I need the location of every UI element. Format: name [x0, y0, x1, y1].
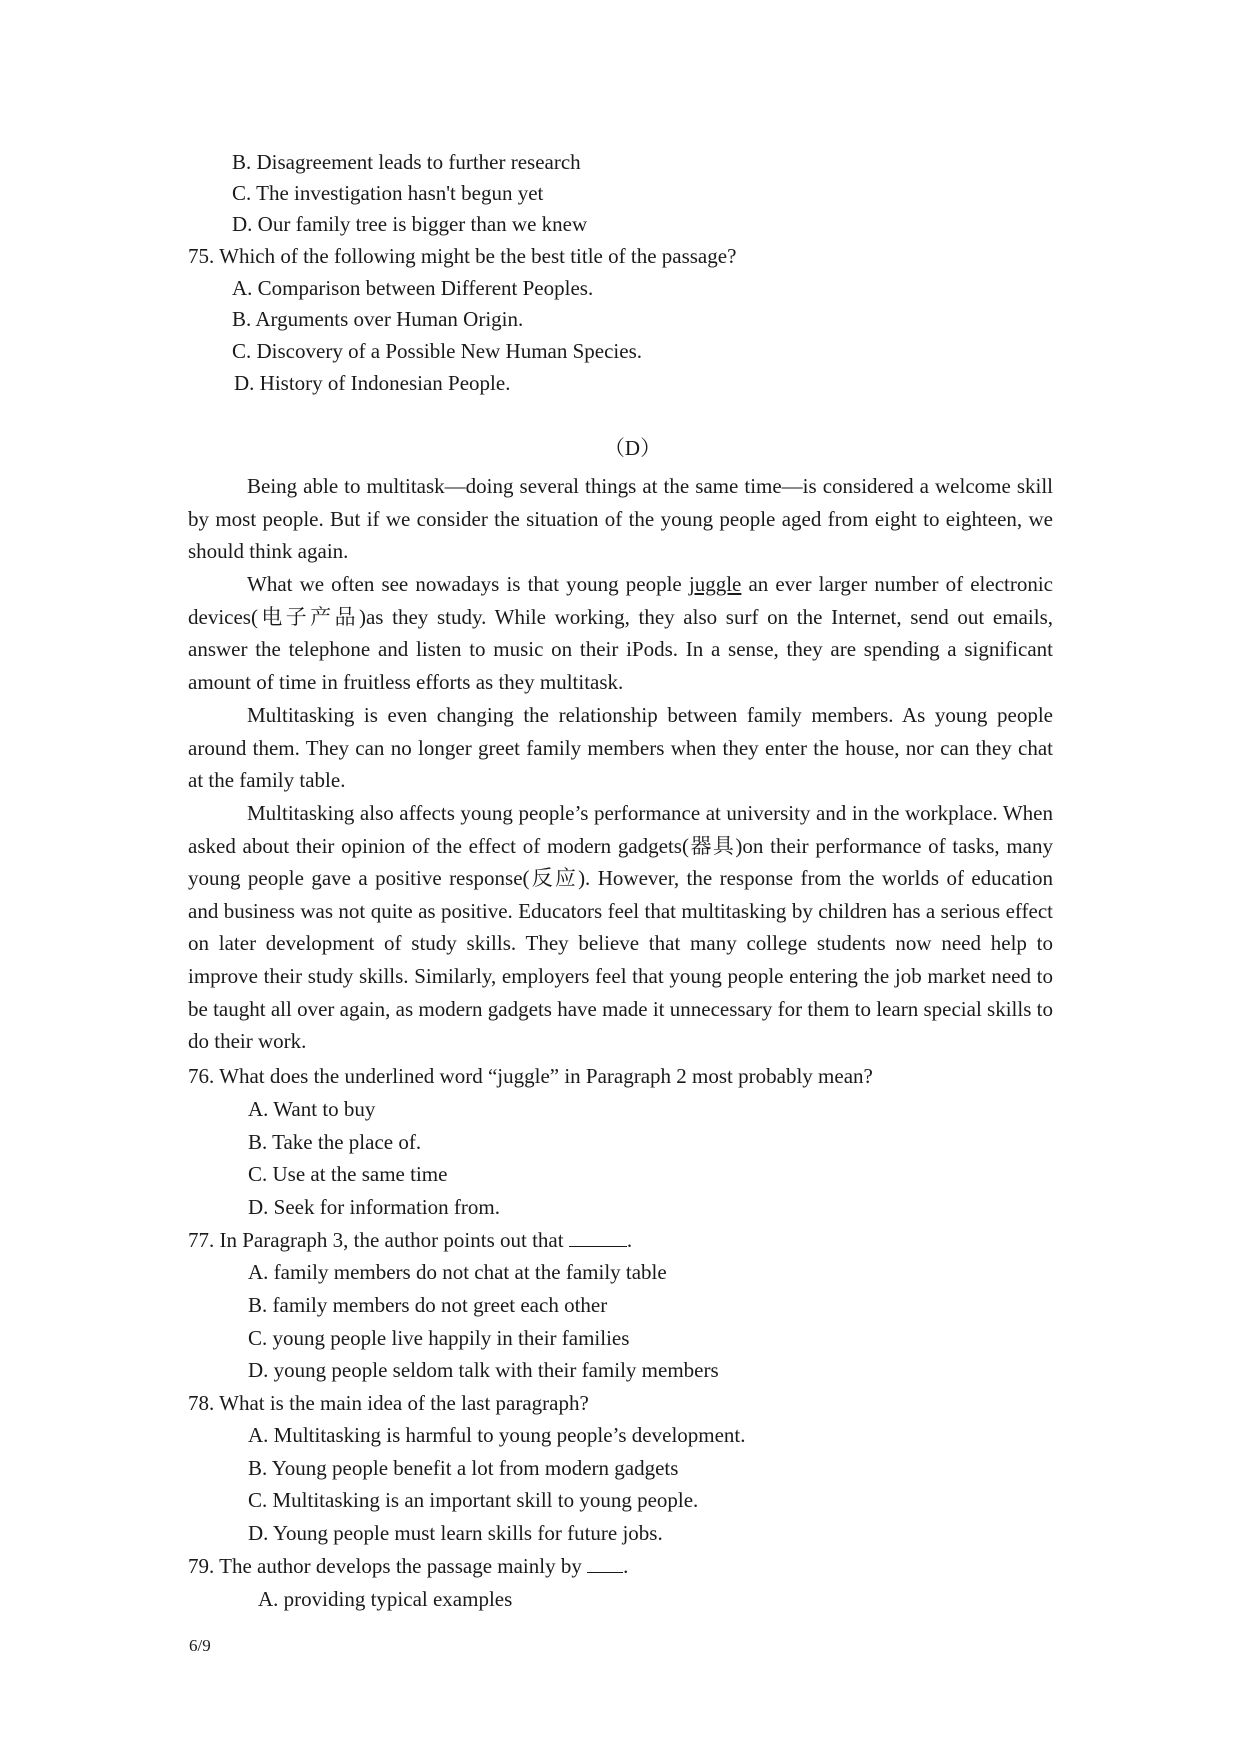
- q76-option-d: D. Seek for information from.: [248, 1195, 500, 1219]
- section-heading: （D）: [603, 436, 662, 460]
- q79-stem: [188, 1554, 628, 1578]
- q75-option-c: C. Discovery of a Possible New Human Species.: [232, 339, 643, 363]
- q76-stem: 76. What does the underlined word “juggle” in Paragraph 2 most probably mean?: [188, 1064, 873, 1088]
- passage-paragraph-4: Multitasking also affects young people’s performance at university and in the workplace. When asked about their opinion of the effect of modern gadgets(器具)on their performance of tasks, many young people gave a positive response(反应). However, the response from the worlds of education and business was not quite as positive. Educators feel that multitasking by children has a serious effect on later development of study skills. They believe that many college students now need help to improve their study skills. Similarly, employers feel that young people entering the job market need to be taught all over again, as modern gadgets have made it unnecessary for them to learn special skills to do their work.: [188, 801, 1053, 1054]
- q76-option-c: C. Use at the same time: [248, 1162, 448, 1186]
- q77-stem-text: 77. In Paragraph 3, the author points out that: [188, 1228, 569, 1252]
- q75-option-d: D. History of Indonesian People.: [234, 371, 511, 395]
- underlined-word-juggle: juggle: [688, 572, 742, 596]
- q79-answer-blank: [587, 1554, 623, 1573]
- q78-option-d: D. Young people must learn skills for future jobs.: [248, 1521, 663, 1545]
- q74-option-d: D. Our family tree is bigger than we knew: [232, 212, 588, 236]
- q77-option-a: A. family members do not chat at the family table: [248, 1260, 667, 1284]
- q79-stem-end: .: [623, 1554, 629, 1578]
- q78-stem: 78. What is the main idea of the last paragraph?: [188, 1391, 589, 1415]
- q79-option-a: A. providing typical examples: [258, 1587, 513, 1611]
- q77-option-d: D. young people seldom talk with their family members: [248, 1358, 719, 1382]
- q75-option-a: A. Comparison between Different Peoples.: [232, 276, 594, 300]
- q74-option-c: C. The investigation hasn't begun yet: [232, 181, 544, 205]
- q78-option-b: B. Young people benefit a lot from modern gadgets: [248, 1456, 679, 1480]
- q75-stem: 75. Which of the following might be the best title of the passage?: [188, 244, 737, 268]
- q77-stem: [188, 1228, 632, 1252]
- q77-stem-end: .: [626, 1228, 633, 1252]
- passage-paragraph-3: Multitasking is even changing the relationship between family members. As young people around them. They can no longer greet family members when they enter the house, nor can they chat at the family table.: [188, 703, 1053, 793]
- q75-option-b: B. Arguments over Human Origin.: [232, 307, 524, 331]
- q77-option-c: C. young people live happily in their families: [248, 1326, 630, 1350]
- q78-option-a: A. Multitasking is harmful to young people’s development.: [248, 1423, 746, 1447]
- q76-option-b: B. Take the place of.: [248, 1130, 422, 1154]
- q76-option-a: A. Want to buy: [248, 1097, 376, 1121]
- q77-answer-blank: [569, 1228, 627, 1247]
- passage-paragraph-1: Being able to multitask—doing several things at the same time—is considered a welcome skill by most people. But if we consider the situation of the young people aged from eight to eighteen, we should think again.: [188, 474, 1053, 564]
- passage-paragraph-2: [188, 568, 1053, 698]
- q79-stem-text: 79. The author develops the passage mainly by: [188, 1554, 588, 1578]
- q77-option-b: B. family members do not greet each other: [248, 1293, 608, 1317]
- q74-option-b: B. Disagreement leads to further research: [232, 150, 581, 174]
- p2-text-after: an ever larger number of electronic devices(电子产品)as they study. While working, they also surf on the Internet, send out emails, answer the telephone and listen to music on their iPods. In a sense, they are spending a significant amount of time in fruitless efforts as they multitask.: [188, 572, 1053, 694]
- p2-text-before: What we often see nowadays is that young people: [247, 572, 689, 596]
- q78-option-c: C. Multitasking is an important skill to young people.: [248, 1488, 699, 1512]
- page-number: 6/9: [189, 1636, 211, 1655]
